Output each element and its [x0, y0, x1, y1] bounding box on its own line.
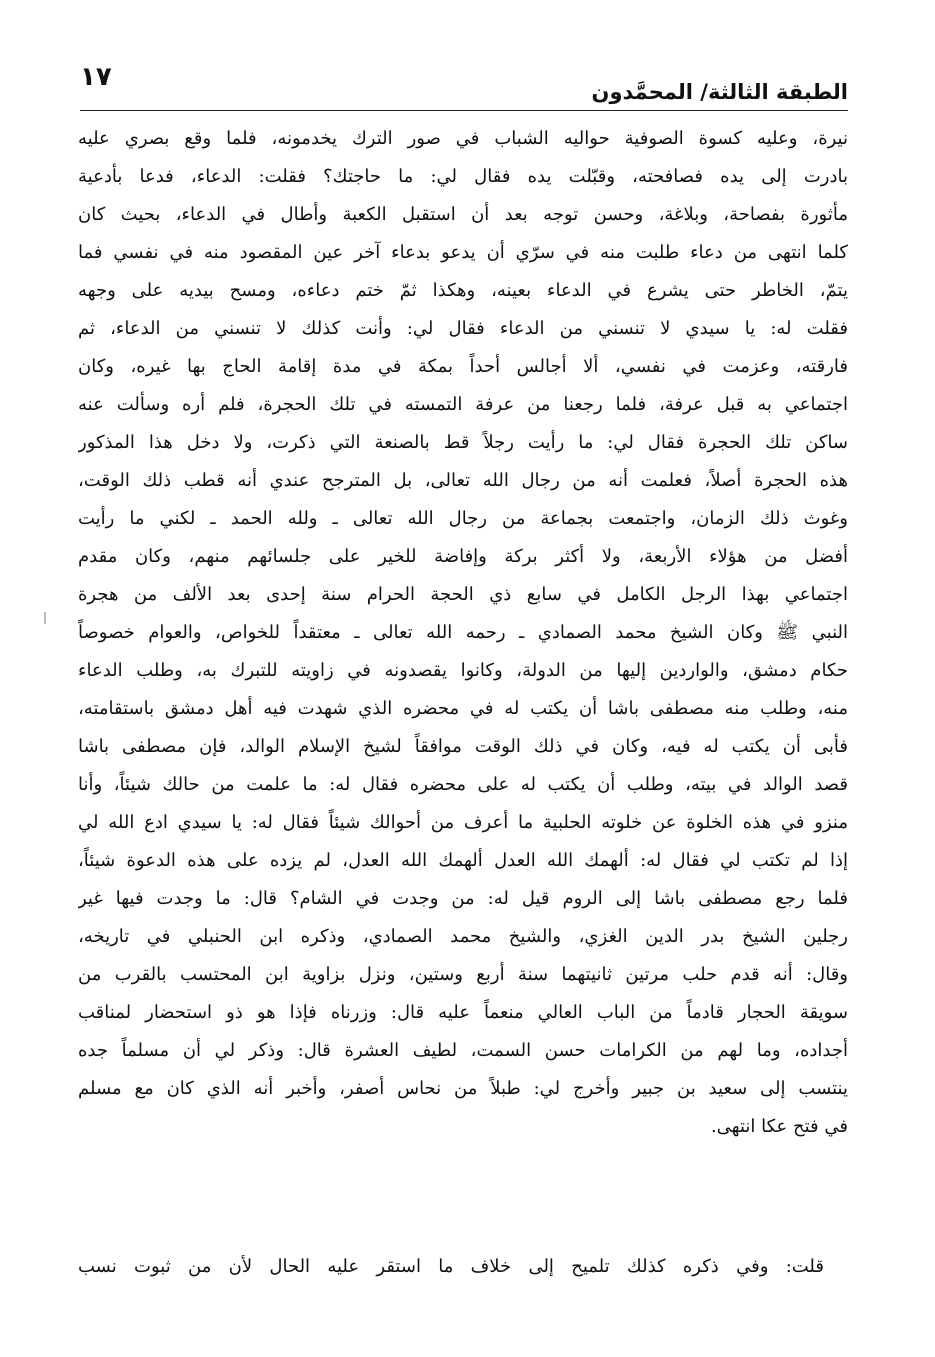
text-line: منزو في هذه الخلوة عن خلوته الحلبية ما أعرف من أحوالك شيئاً فقال له: يا سيدي ادع الله لي	[78, 812, 848, 833]
text-line: في فتح عكا انتهى.	[710, 1116, 848, 1137]
text-line: أجداده، وما لهم من الكرامات حسن السمت، لطيف العشرة قال: وذكر لي أن مسلماً جده	[78, 1040, 848, 1061]
text-line: إذا لم تكتب لي فقال له: ألهمك الله العدل ألهمك الله العدل، لم يزده على هذه الدعوة شيئاً،	[78, 850, 848, 871]
text-line: يتمّ، الخاطر حتى يشرع في الدعاء بعينه، وهكذا ثمّ ختم دعاءه، ومسح بيديه على وجهه	[78, 280, 848, 301]
text-line: ينتسب إلى سعيد بن جبير وأخرج لي: طبلاً من نحاس أصفر، وأخبر أنه الذي كان مع مسلم	[78, 1078, 848, 1099]
text-line: ساكن تلك الحجرة فقال لي: ما رأيت رجلاً قط بالصنعة التي ذكرت، ولا دخل هذا المذكور	[78, 432, 848, 453]
text-line: النبي ﷺ وكان الشيخ محمد الصمادي ـ رحمه الله تعالى ـ معتقداً للخواص، والعوام خصوصاً	[78, 622, 848, 643]
text-line: سويقة الحجار قادماً من الباب العالي منعماً عليه قال: وزرناه فإذا هو ذو استحضار لمناقب	[78, 1002, 848, 1023]
text-line: قصد الوالد في بيته، وطلب أن يكتب له على محضره فقال له: ما علمت من حالك شيئاً، وأنا	[78, 774, 848, 795]
text-line: بادرت إلى يده فصافحته، وقبّلت يده فقال لي: ما حاجتك؟ فقلت: الدعاء، فدعا بأدعية	[78, 166, 848, 187]
margin-mark	[44, 612, 52, 624]
text-line: رجلين الشيخ بدر الدين الغزي، والشيخ محمد الصمادي، وذكره ابن الحنبلي في تاريخه،	[78, 926, 848, 947]
text-line: أفضل من هؤلاء الأربعة، ولا أكثر بركة وإفاضة للخير على جلسائهم منهم، وكان مقدم	[78, 546, 848, 567]
text-line: منه، وطلب منه مصطفى باشا أن يكتب له في محضره الذي شهدت فيه أهل دمشق باستقامته،	[78, 698, 848, 719]
text-line: اجتماعي بهذا الرجل الكامل في سابع ذي الحجة الحرام سنة إحدى بعد الألف من هجرة	[78, 584, 848, 605]
page-number: ١٧	[80, 62, 112, 92]
text-line: حكام دمشق، والواردين إليها من الدولة، وكانوا يقصدونه في زاويته للتبرك به، وطلب الدعاء	[78, 660, 848, 681]
text-line: هذه الحجرة أصلاً، فعلمت أنه من رجال الله تعالى، بل المترجح عندي أنه قطب ذلك الوقت،	[78, 470, 848, 491]
running-title: الطبقة الثالثة/ المحمَّدون	[591, 80, 848, 104]
paragraph-note	[78, 1248, 848, 1286]
text-line: اجتماعي به قبل عرفة، فلما رجعنا من عرفة التمسته في تلك الحجرة، فلم أره وسألت عنه	[78, 394, 848, 415]
page-header	[80, 58, 848, 110]
paragraph-main	[78, 120, 848, 1146]
header-divider	[80, 110, 848, 111]
text-line: فأبى أن يكتب له فيه، وكان في ذلك الوقت موافقاً لشيخ الإسلام الوالد، فإن مصطفى باشا	[78, 736, 848, 757]
text-line: وغوث ذلك الزمان، واجتمعت بجماعة من رجال الله تعالى ـ ولله الحمد ـ لكني ما رأيت	[78, 508, 848, 529]
text-line: فلما رجع مصطفى باشا إلى الروم قيل له: من وجدت في الشام؟ قال: ما وجدت فيها غير	[78, 888, 848, 909]
text-line: نيرة، وعليه كسوة الصوفية حواليه الشباب في صور الترك يخدمونه، فلما وقع بصري عليه	[78, 128, 848, 149]
text-line: مأثورة بفصاحة، وبلاغة، وحسن توجه بعد أن استقبل الكعبة وأطال في الدعاء، بحيث كان	[78, 204, 848, 225]
text-line: قلت: وفي ذكره كذلك تلميح إلى خلاف ما استقر عليه الحال لأن من ثبوت نسب	[78, 1256, 824, 1277]
text-line: وقال: أنه قدم حلب مرتين ثانيتهما سنة أربع وستين، ونزل بزاوية ابن المحتسب بالقرب من	[78, 964, 848, 985]
text-line: فقلت له: يا سيدي لا تنسني من الدعاء فقال لي: وأنت كذلك لا تنسني من الدعاء، ثم	[78, 318, 848, 339]
text-line: كلما انتهى من دعاء طلبت منه في سرّي أن يدعو بدعاء آخر عين المقصود منه في نفسي فما	[78, 242, 848, 263]
text-line: فارقته، وعزمت في نفسي، ألا أجالس أحداً بمكة في مدة إقامة الحاج بها غيره، وكان	[78, 356, 848, 377]
